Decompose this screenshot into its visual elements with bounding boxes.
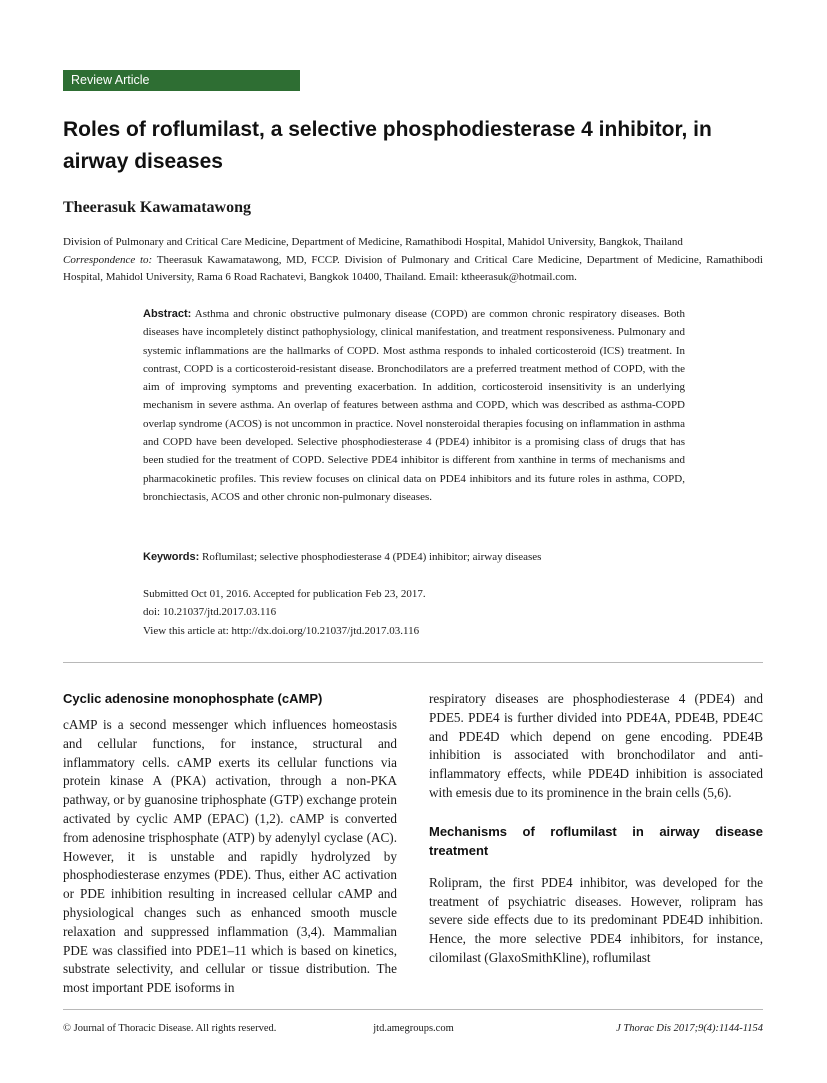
left-column (63, 689, 397, 998)
body-paragraph: Rolipram, the first PDE4 inhibitor, was developed for the treatment of psychiatric diseases. However, rolipram has severe side effects due to its predominant PDE4D inhibition. Hence, the more selective PDE4 inhibitors, for instance, cilomilast (GlaxoSmithKline), roflumilast (429, 874, 763, 965)
body-paragraph: respiratory diseases are phosphodiesterase 4 (PDE4) and PDE5. PDE4 is further divided into PDE4A, PDE4B, PDE4C and PDE4D which depend on gene encoding. PDE4B inhibition is associated with bronchodilator and anti-inflammatory effects, while PDE4D inhibition is associated with emesis due to its prominence in the brain cells (5,6). (429, 691, 763, 800)
header-divider (63, 662, 763, 663)
affiliation: Division of Pulmonary and Critical Care Medicine, Department of Medicine, Ramathibodi Hospital, Mahidol University, Bangkok, Thailand (63, 236, 683, 248)
article-link[interactable]: View this article at: http://dx.doi.org/10.21037/jtd.2017.03.116 (143, 624, 420, 637)
correspondence-text: Theerasuk Kawamatawong, MD, FCCP. Division of Pulmonary and Critical Care Medicine, Department of Medicine, Ramathibodi Hospital, Mahidol University, Rama 6 Road Rachatevi, Bangkok 10400, Thailand. Email: ktheerasuk@hotmail.com. (63, 253, 763, 283)
footer-copyright: © Journal of Thoracic Disease. All rights reserved. (63, 1023, 277, 1034)
abstract-label: Abstract: (143, 308, 192, 320)
section-heading-mechanisms: Mechanisms of roflumilast in airway disease treatment (429, 823, 763, 858)
abstract (143, 305, 685, 506)
author-name[interactable]: Theerasuk Kawamatawong (63, 199, 252, 216)
keywords-label: Keywords: (143, 551, 200, 563)
body-paragraph: cAMP is a second messenger which influences homeostasis and cellular functions, for instance, structural and inflammatory cells. cAMP exerts its cellular functions via protein kinase A (PKA) activation, through a non-PKA pathway, or by guanosine triphosphate (GTP) exchange protein activated by cyclic AMP (EPAC) (1,2). cAMP is converted from adenosine trisphosphate (ATP) by adenylyl cyclase (AC). However, it is unstable and rapidly hydrolyzed by phosphodiesterase enzymes (PDE). Thus, either AC activation or PDE inhibition resulting in increased cellular cAMP and physiological changes such as enhanced smooth muscle relaxation and suppressed inflammation (3,4). Mammalian PDE was classified into PDE1–11 which is based on kinetics, substrate selectivity, and cellular or tissue distribution. The most important PDE isoforms in (63, 717, 397, 996)
abstract-text: Asthma and chronic obstructive pulmonary disease (COPD) are common chronic respiratory diseases. Both diseases have incompletely distinct pathophysiology, clinical manifestation, and treatment responsiveness. Pulmonary and systemic inflammations are the hallmarks of COPD. Most asthma responds to inhaled corticosteroid (ICS) treatment. In contrast, COPD is a corticosteroid-resistant disease. Bronchodilators are a preferred treatment method of COPD, with the aim of improving symptoms and preventing exacerbation. In addition, corticosteroid insensitivity is an underlying mechanism in severe asthma. An overlap of features between asthma and COPD, which was described as asthma-COPD overlap syndrome (ACOS) is not uncommon in practice. Novel nonsteroidal therapies focusing on inflammation in asthma and COPD have been developed. Selective phosphodiesterase 4 (PDE4) inhibitor is a promising class of drugs that has been studied for the treatment of COPD. Selective PDE4 inhibitor is different from xanthine in terms of mechanisms and pharmacokinetic profiles. This review focuses on clinical data on PDE4 inhibitors and its future roles in asthma, COPD, bronchiectasis, ACOS and other chronic non-pulmonary diseases. (143, 308, 685, 503)
article-title: Roles of roflumilast, a selective phosphodiesterase 4 inhibitor, in airway diseases (63, 118, 712, 173)
keywords-text: Roflumilast; selective phosphodiesterase 4 (PDE4) inhibitor; airway diseases (199, 551, 542, 563)
footer-website[interactable]: jtd.amegroups.com (373, 1023, 454, 1034)
article-type-badge: Review Article (63, 70, 300, 91)
submission-dates: Submitted Oct 01, 2016. Accepted for publication Feb 23, 2017. (143, 588, 426, 600)
affiliation-block (63, 234, 763, 287)
article-meta (143, 585, 685, 640)
right-column (429, 690, 763, 968)
footer-citation: J Thorac Dis 2017;9(4):1144-1154 (616, 1023, 763, 1034)
section-heading-camp: Cyclic adenosine monophosphate (cAMP) (63, 691, 323, 706)
correspondence (63, 252, 763, 287)
correspondence-label: Correspondence to: (63, 253, 153, 266)
keywords (143, 548, 685, 566)
doi[interactable]: doi: 10.21037/jtd.2017.03.116 (143, 606, 277, 619)
footer-divider (63, 1009, 763, 1010)
